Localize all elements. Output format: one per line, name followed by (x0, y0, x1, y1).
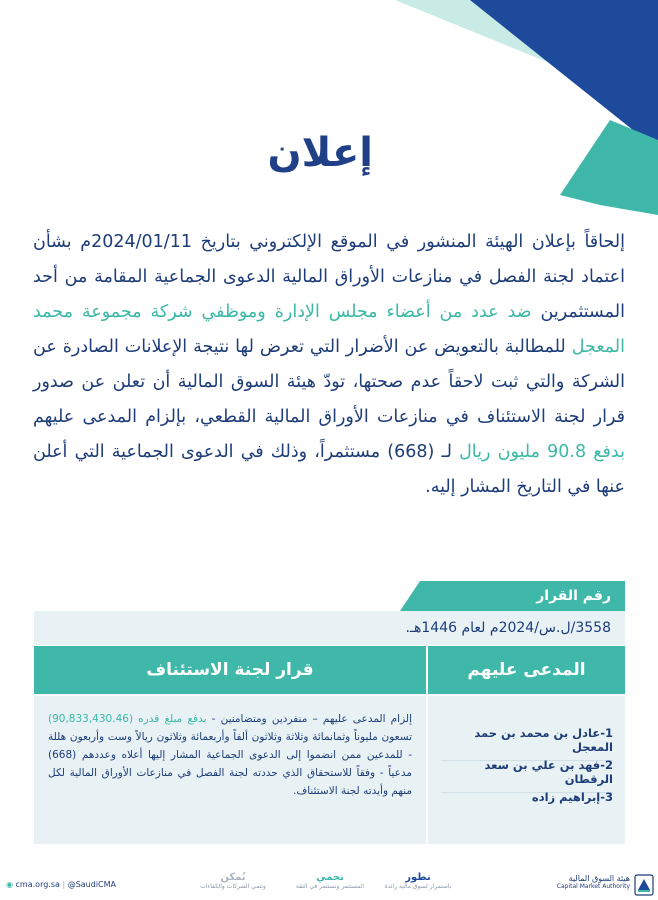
decision-cell (34, 696, 426, 844)
announcement-body (33, 225, 625, 505)
body-text-3: لـ (668) مستثمراً، وذلك في الدعوى الجماعية التي أعلن عنها في التاريخ المشار إليه. (33, 442, 625, 497)
footer-logo-text (540, 874, 630, 890)
globe-icon: ◉ (6, 880, 13, 889)
footer (0, 872, 658, 900)
decision-lead: إلزام المدعى عليهم – منفردين ومتضامنين - (206, 713, 412, 725)
decision-text (48, 710, 412, 800)
tag-protect-title: نحمي (316, 872, 344, 883)
respondent-item: 3-إبراهيم زاده (531, 790, 613, 804)
highlight-respondents: ضد عدد من أعضاء مجلس الإدارة وموظفي شركة مجموعة محمد المعجل (33, 302, 625, 357)
decision-label: رقم القرار (420, 581, 625, 611)
footer-website[interactable]: cma.org.sa (15, 880, 60, 889)
logo-english: Capital Market Authority (556, 883, 630, 890)
tag-develop-title: نطور (405, 872, 431, 883)
decision-table (34, 646, 625, 844)
footer-contact: ◉ cma.org.sa | @SaudiCMA (6, 880, 117, 889)
respondents-cell (428, 696, 625, 844)
footer-tag-protect (290, 872, 370, 890)
tag-protect-sub: المستثمر ونستثمر في الثقة (295, 883, 365, 890)
header-respondents: المدعى عليهم (428, 646, 625, 694)
tag-enable-sub: وتنمي الشركات والكفاءات (200, 883, 266, 890)
decision-amount-highlight: بدفع مبلغ قدره (90,833,430.46) (48, 713, 207, 725)
tag-enable-title: نُمكن (220, 872, 246, 883)
cma-logo-icon (634, 874, 654, 896)
decision-rest: تسعون مليوناً وثمانمائة وثلاثة وثلاثون ألفاً وأربعمائة وثلاثون ريالاً وست وأربعون هللة - للمدعين ممن انضموا إلى الدعوى الجماعية المشار إليها أعلاه وعددهم (668) مدعياً - وفقاً للاستحقاق الذي حددته لجنة الفصل في منازعات الأوراق المالية لكل منهم وأيدته لجنة الاستئناف. (48, 731, 412, 797)
footer-handle[interactable]: @SaudiCMA (67, 880, 117, 889)
respondent-item: 2-فهد بن علي بن سعد الرقطان (441, 758, 613, 793)
page-title: إعلان (267, 130, 373, 176)
header-decision: قرار لجنة الاستئناف (34, 646, 426, 694)
respondent-item: 1-عادل بن محمد بن حمد المعجل (441, 726, 613, 761)
body-text-1: إلحاقاً بإعلان الهيئة المنشور في الموقع الإلكتروني بتاريخ 2024/01/11م بشأن اعتماد لجنة الفصل في منازعات الأوراق المالية الدعوى الجماعية المقامة من أحد المستثمرين (33, 232, 625, 322)
decorative-bands (0, 0, 658, 220)
decision-number: 3558/ل.س/2024م لعام 1446هـ. (34, 611, 625, 645)
tag-develop-sub: باستمرار لسوق مالية رائدة (384, 883, 452, 890)
footer-tag-enable (198, 872, 268, 890)
decision-label-corner (400, 581, 420, 611)
body-text-2: للمطالبة بالتعويض عن الأضرار التي تعرض لها نتيجة الإعلانات الصادرة عن الشركة والتي ثبت لاحقاً عدم صحتها، تودّ هيئة السوق المالية أن تعلن عن صدور قرار لجنة الاستئناف في منازعات الأوراق المالية القطعي، بإلزام المدعى عليهم (33, 337, 625, 427)
logo-arabic: هيئة السوق المالية (568, 874, 630, 883)
highlight-amount: بدفع 90.8 مليون ريال (459, 442, 625, 462)
footer-tag-develop (378, 872, 458, 890)
